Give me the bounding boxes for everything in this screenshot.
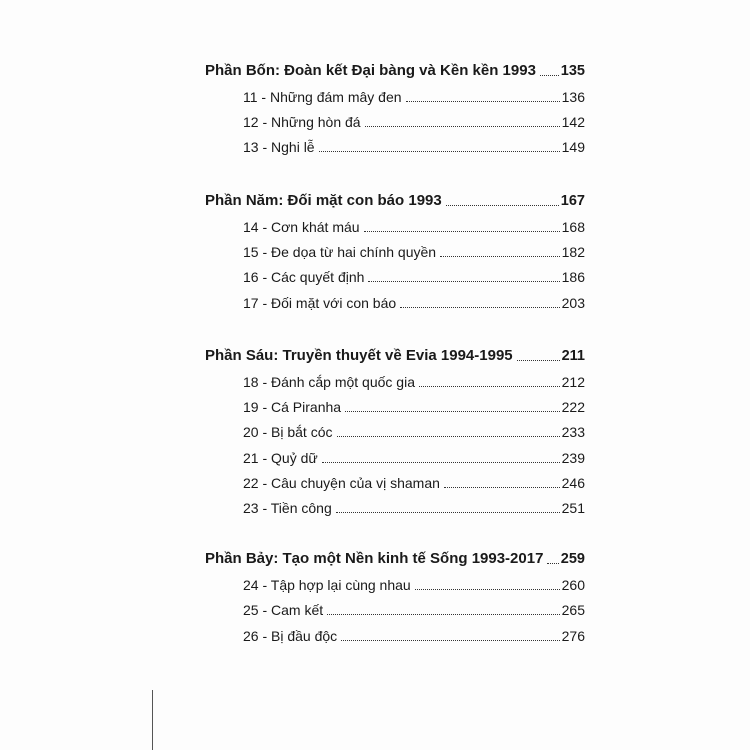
leader-dots	[322, 462, 560, 463]
toc-part-row[interactable]	[205, 58, 585, 80]
leader-dots	[336, 512, 560, 513]
page-number: 203	[561, 295, 585, 311]
chapter-title: 12 - Những hòn đá	[243, 114, 361, 130]
page-number: 276	[561, 628, 585, 644]
toc-part-row[interactable]	[205, 546, 585, 568]
chapter-title: 26 - Bị đầu độc	[243, 628, 338, 644]
chapter-title: 20 - Bị bắt cóc	[243, 424, 333, 440]
page-number: 251	[561, 500, 585, 516]
leader-dots	[400, 307, 560, 308]
leader-dots	[341, 640, 559, 641]
page-number: 212	[561, 374, 585, 390]
leader-dots	[517, 360, 560, 361]
page-number: 260	[561, 577, 585, 593]
toc-chapter-row[interactable]	[205, 495, 585, 517]
chapter-title: 16 - Các quyết định	[243, 269, 365, 285]
toc-chapter-row[interactable]	[205, 445, 585, 467]
toc-chapter-row[interactable]	[205, 470, 585, 492]
page-number: 265	[561, 602, 585, 618]
page-number: 211	[561, 348, 585, 364]
page-number: 136	[561, 89, 585, 105]
chapter-title: 15 - Đe dọa từ hai chính quyền	[243, 244, 437, 260]
toc-chapter-row[interactable]	[205, 214, 585, 236]
leader-dots	[368, 281, 559, 282]
leader-dots	[327, 614, 560, 615]
chapter-title: 19 - Cá Piranha	[243, 399, 342, 415]
toc-chapter-row[interactable]	[205, 264, 585, 286]
page-number: 186	[561, 269, 585, 285]
page-number: 259	[560, 551, 585, 567]
page-number: 246	[561, 475, 585, 491]
leader-dots	[319, 151, 560, 152]
toc-chapter-row[interactable]	[205, 597, 585, 619]
page-number: 149	[561, 139, 585, 155]
chapter-title: 18 - Đánh cắp một quốc gia	[243, 374, 415, 390]
part-title: Phần Bảy: Tạo một Nền kinh tế Sống 1993-2017	[205, 550, 544, 567]
chapter-title: 11 - Những đám mây đen	[243, 89, 402, 105]
leader-dots	[540, 75, 559, 76]
chapter-title: 24 - Tập hợp lại cùng nhau	[243, 577, 411, 593]
chapter-title: 22 - Câu chuyện của vị shaman	[243, 475, 440, 491]
leader-dots	[337, 436, 560, 437]
page-number: 142	[561, 114, 585, 130]
part-title: Phần Năm: Đối mặt con báo 1993	[205, 192, 442, 209]
toc-part-row[interactable]	[205, 188, 585, 210]
page-number: 233	[561, 424, 585, 440]
page-number: 239	[561, 450, 585, 466]
toc-chapter-row[interactable]	[205, 419, 585, 441]
part-title: Phần Bốn: Đoàn kết Đại bàng và Kền kền 1993	[205, 62, 536, 79]
toc-chapter-row[interactable]	[205, 572, 585, 594]
toc-chapter-row[interactable]	[205, 394, 585, 416]
chapter-title: 14 - Cơn khát máu	[243, 219, 360, 235]
toc-chapter-row[interactable]	[205, 290, 585, 312]
leader-dots	[440, 256, 560, 257]
leader-dots	[345, 411, 560, 412]
leader-dots	[364, 231, 560, 232]
leader-dots	[415, 589, 560, 590]
part-title: Phần Sáu: Truyền thuyết về Evia 1994-1995	[205, 347, 513, 364]
leader-dots	[547, 563, 558, 564]
chapter-title: 23 - Tiền công	[243, 500, 332, 516]
toc-chapter-row[interactable]	[205, 369, 585, 391]
page-number: 135	[560, 63, 585, 79]
leader-dots	[444, 487, 560, 488]
leader-dots	[419, 386, 560, 387]
toc-chapter-row[interactable]	[205, 109, 585, 131]
chapter-title: 13 - Nghi lễ	[243, 139, 315, 155]
leader-dots	[406, 101, 560, 102]
toc-part-row[interactable]	[205, 343, 585, 365]
chapter-title: 21 - Quỷ dữ	[243, 450, 318, 466]
page-number: 167	[560, 193, 585, 209]
toc-chapter-row[interactable]	[205, 84, 585, 106]
page-number: 182	[561, 244, 585, 260]
chapter-title: 17 - Đối mặt với con báo	[243, 295, 397, 311]
leader-dots	[365, 126, 560, 127]
toc-chapter-row[interactable]	[205, 623, 585, 645]
toc-chapter-row[interactable]	[205, 239, 585, 261]
toc-chapter-row[interactable]	[205, 134, 585, 156]
page-number: 168	[561, 219, 585, 235]
page-gutter-line	[152, 690, 153, 750]
chapter-title: 25 - Cam kết	[243, 602, 324, 618]
page-number: 222	[561, 399, 585, 415]
leader-dots	[446, 205, 559, 206]
